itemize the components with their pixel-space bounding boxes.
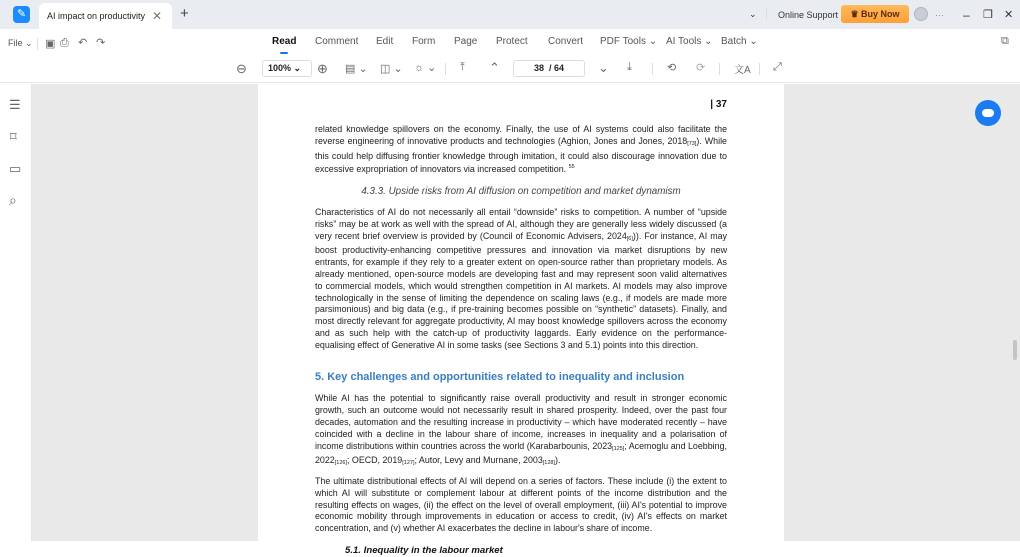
bookmark-icon[interactable]: ⌑ [10, 129, 17, 144]
comments-icon[interactable]: ▭ [9, 161, 22, 176]
last-page-icon[interactable]: ⤓ [627, 61, 632, 73]
citation-ref[interactable]: [128] [542, 460, 555, 467]
app-logo-icon: ✎ [13, 6, 30, 23]
toolbar [0, 55, 1020, 83]
text-run: related knowledge spillovers on the economy. Finally, the use of AI systems could also facilitate the reverse engineering of innovative products and technologies (Aghion, Jones and Jones, 2018 [315, 124, 727, 146]
divider [37, 38, 38, 50]
divider [445, 63, 446, 75]
text-run: ; Acemoglu and Loebbing, 2022 [315, 440, 727, 466]
zoom-select[interactable]: 100% ⌄ [262, 60, 312, 77]
section-heading: 5. Key challenges and opportunities related to inequality and inclusion [315, 370, 685, 383]
batch-label: Batch [721, 36, 747, 47]
buy-now-label: Buy Now [861, 9, 900, 19]
text-run: ). [555, 455, 561, 466]
first-page-icon[interactable]: ⤒ [460, 61, 465, 73]
previous-page-icon[interactable]: ⌃ [489, 60, 500, 75]
divider [652, 63, 653, 75]
file-menu[interactable]: File ⌄ [8, 38, 33, 48]
subsection-heading: 5.1. Inequality in the labour market [345, 545, 503, 557]
restore-icon[interactable]: ❐ [983, 9, 993, 21]
brightness-icon[interactable]: ☼ ⌄ [414, 62, 437, 74]
zoom-value: 100% [268, 63, 292, 73]
citation-ref[interactable]: [6] [626, 235, 633, 242]
tab-pdf-tools[interactable]: PDF Tools ⌄ [600, 36, 658, 47]
zoom-in-icon[interactable]: ⊕ [317, 61, 328, 76]
ai-assistant-icon[interactable] [975, 100, 1001, 126]
next-page-icon[interactable]: ⌄ [598, 60, 609, 75]
thumbnails-icon[interactable]: ☰ [9, 97, 21, 112]
page-layout-icon[interactable]: ◫ ⌄ [380, 63, 403, 75]
document-viewer [32, 84, 1020, 557]
tab-page[interactable]: Page [454, 36, 478, 47]
text-run: )). For instance, AI may boost productivity-enhancing competitive pressures and innovation via market disruptions by new entrants, for example if they rely to a greater extent on open-source rather than proprietary models. As already mentioned, open-source models are developing fast and may represent soon valid alternatives to commercial models, which would strengthen competition in AI markets. AI models may also improve technologically in the sense of limiting the dependence on scaling laws (e.g., if models are made more parsimonious) and big data (e.g., if pre-training becomes possible on “synthetic” datasets). Finally, and most directly relevant for aggregate productivity, AI may boost knowledge spillovers across the economy and as such help with the catch-up of productivity laggards. Early evidence on the performance-equalising effect of Generative AI in some tasks (see Sections 3 and 5.1) points into this direction. [315, 230, 727, 350]
citation-ref[interactable]: [126] [334, 460, 347, 467]
tab-convert[interactable]: Convert [548, 36, 584, 47]
citation-ref[interactable]: [73] [687, 140, 697, 147]
current-page: 38 [533, 63, 544, 73]
text-run: The ultimate distributional effects of AI will depend on a series of factors. These include (i) the extent to which AI will substitute or complement labour at different points of the income distribution and the resulting effects on wages, (ii) the effect on the level of overall employment, (iii) AI's potential to improve economic mobility through improvements in education or access to credit, (iv) AI's effects on market concentration, and (v) whether AI exacerbates the decline in labour's share of income. [315, 476, 727, 534]
paragraph [315, 476, 727, 535]
total-pages: / 64 [549, 63, 565, 73]
fullscreen-icon[interactable]: ⤢ [773, 61, 782, 73]
close-tab-icon[interactable]: ✕ [151, 9, 162, 23]
zoom-out-icon[interactable]: ⊖ [236, 61, 247, 76]
translate-icon[interactable]: 文A [734, 65, 751, 76]
citation-ref[interactable]: [125] [612, 445, 625, 452]
ai-tools-label: AI Tools [666, 36, 702, 47]
page-content [315, 124, 727, 557]
tab-bar [0, 0, 1020, 29]
divider [766, 8, 767, 20]
crown-icon: ♛ [850, 9, 862, 19]
more-icon[interactable]: ··· [935, 9, 944, 20]
presentation-icon[interactable]: ▤ ⌄ [345, 63, 368, 75]
menu-bar [0, 30, 1020, 55]
save-icon[interactable]: ▣ [45, 38, 56, 50]
subsubsection-heading: 4.3.3. Upside risks from AI diffusion on competition and market dynamism [361, 186, 681, 198]
tab-batch[interactable]: Batch ⌄ [721, 36, 758, 47]
online-support-link[interactable]: Online Support [778, 9, 839, 20]
open-external-icon[interactable]: ⧉ [1001, 35, 1009, 47]
tab-read[interactable]: Read [272, 36, 297, 47]
rotate-left-icon[interactable]: ⟲ [667, 62, 677, 74]
divider [759, 63, 760, 75]
pdf-tools-label: PDF Tools [600, 36, 646, 47]
paragraph [315, 124, 727, 176]
file-label: File [8, 38, 23, 48]
chevron-down-icon[interactable]: ⌄ [749, 9, 757, 19]
buy-now-button[interactable] [841, 5, 909, 23]
left-sidebar [0, 84, 32, 541]
tab-protect[interactable]: Protect [496, 36, 528, 47]
undo-icon[interactable]: ↶ [78, 37, 88, 49]
text-run: While AI has the potential to significantly raise overall productivity and result in stronger economic growth, such an outcome would not necessarily result in shared prosperity. Indeed, over the past four decades, automation and the resulting increase in productivity – which have moderated recently – have coincided with a decline in the labour share of income, increases in inequality and a polarisation of income distributions within countries across the world (Karabarbounis, 2023 [315, 393, 727, 451]
avatar[interactable] [914, 7, 928, 21]
paragraph [315, 393, 727, 470]
scrollbar[interactable] [1013, 340, 1017, 360]
text-run: Characteristics of AI do not necessarily all entail “downside” risks to competition. A number of “upside risks” may be at work as well with the spread of AI, although they are generally less widely discussed (a very recent brief overview is provided by (Council of Economic Advisers, 2024 [315, 206, 727, 241]
document-tab[interactable] [39, 3, 172, 29]
page-number-label: | 37 [710, 99, 727, 110]
divider [719, 63, 720, 75]
pdf-page [258, 84, 784, 557]
close-window-icon[interactable]: ✕ [1004, 9, 1014, 21]
print-icon[interactable]: ⎙ [60, 37, 69, 49]
tab-ai-tools[interactable]: AI Tools ⌄ [666, 36, 713, 47]
tab-edit[interactable]: Edit [376, 36, 394, 47]
minimize-icon[interactable]: – [963, 7, 970, 22]
text-run: ). While this could help diffusing frontier knowledge through imitation, it could also discourage innovation due to excessive expropriation of innovators via increased competition. [315, 135, 727, 175]
page-number-input[interactable] [513, 60, 585, 77]
rotate-right-icon[interactable]: ⟳ [696, 62, 706, 74]
tab-title: AI impact on productivity [47, 11, 146, 21]
text-run: ; Autor, Levy and Murnane, 2003 [414, 455, 543, 466]
text-run: ; OECD, 2019 [346, 455, 403, 466]
citation-ref[interactable]: [127] [402, 460, 415, 467]
paragraph [315, 207, 727, 352]
footnote-ref[interactable]: 55 [568, 164, 575, 171]
tab-comment[interactable]: Comment [315, 36, 359, 47]
search-icon[interactable]: ⌕ [9, 192, 17, 208]
tab-form[interactable]: Form [412, 36, 436, 47]
redo-icon[interactable]: ↷ [96, 37, 106, 49]
new-tab-button[interactable]: + [180, 5, 189, 22]
